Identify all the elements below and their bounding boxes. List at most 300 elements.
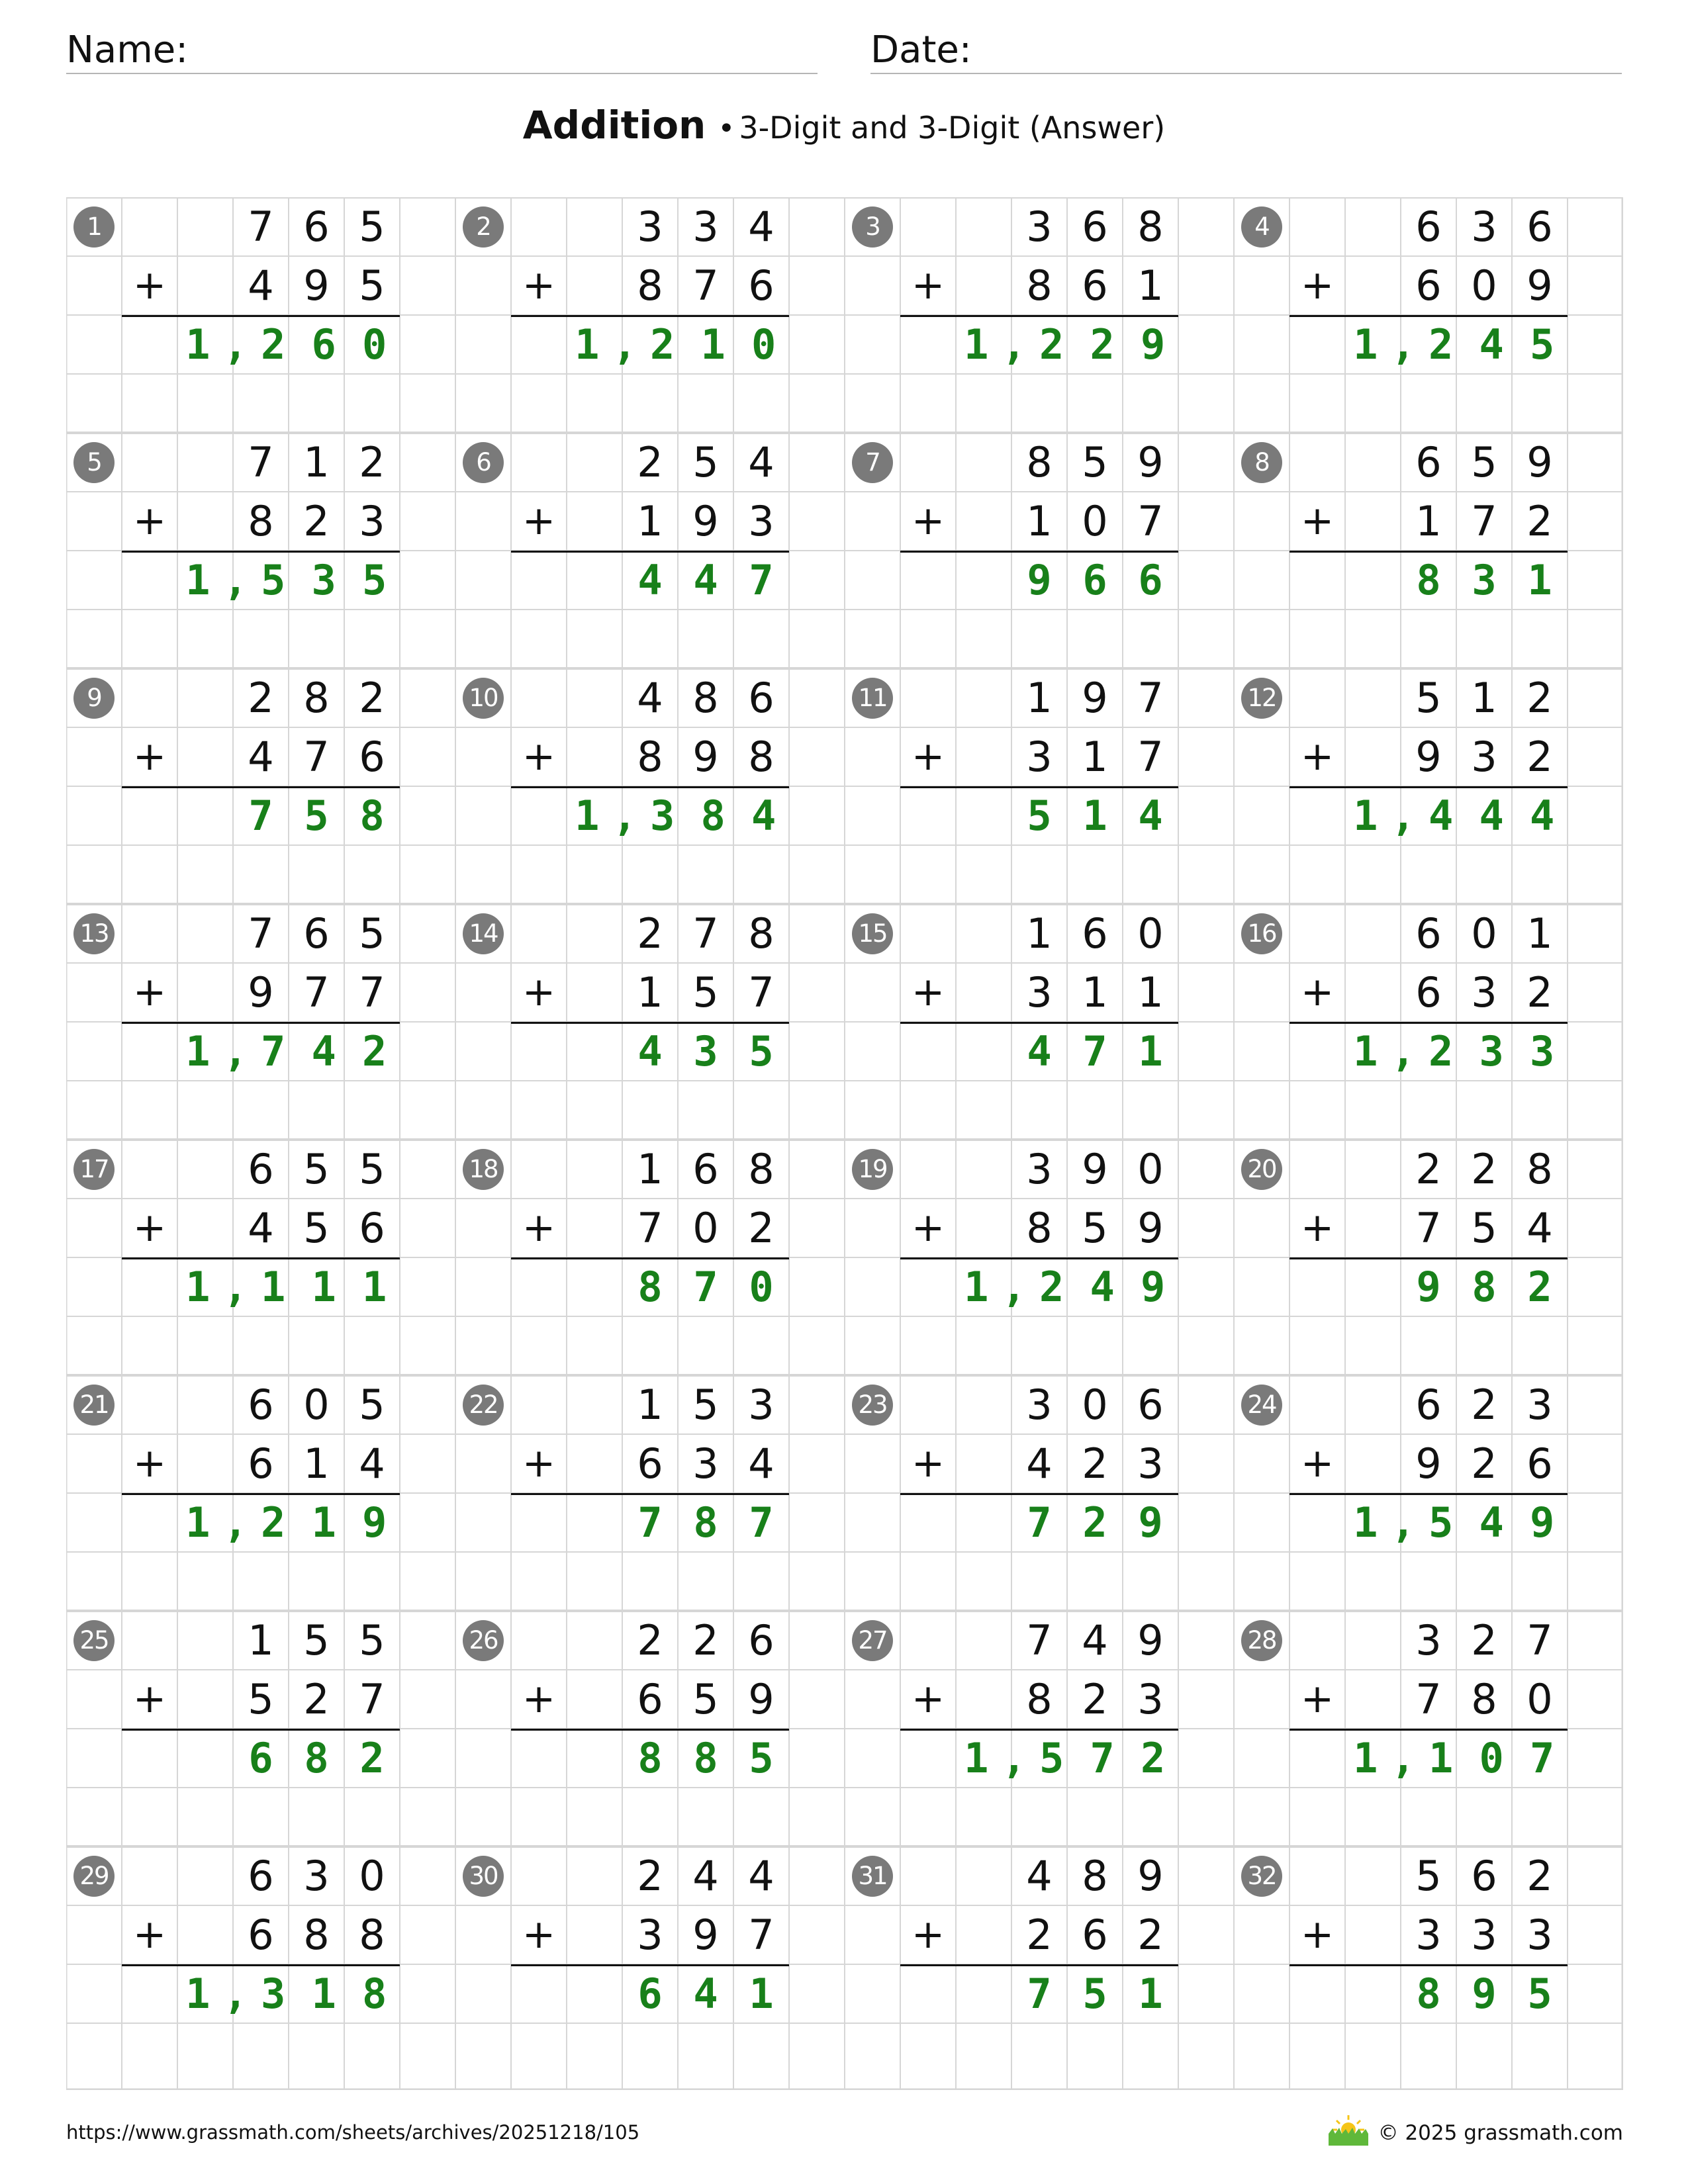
answer-comma: , [612,320,637,369]
addend-bottom-digit: 4 [1026,1439,1053,1488]
addend-bottom-digit: 1 [1137,968,1164,1017]
addend-top-digit: 6 [1415,909,1442,958]
date-label: Date: [870,28,972,71]
answer-digit: 4 [1090,1263,1115,1311]
addend-bottom-digit: 9 [692,497,719,545]
problem [66,433,455,668]
problem-number-badge: 23 [852,1385,893,1426]
answer-digit: 2 [359,1734,385,1782]
answer-digit: 2 [1428,1027,1454,1075]
answer [122,551,400,610]
answer-digit: 6 [1082,556,1107,604]
addend-top-digit: 6 [1082,909,1108,958]
answer-digit: 7 [1027,1970,1052,2018]
answer-digit: 4 [637,1027,663,1075]
answer-empty-slot [567,1729,622,1788]
addend-bottom-digit: 3 [1026,733,1053,781]
answer-digit: 1 [1353,1027,1378,1075]
problem-number-badge: 9 [73,678,115,719]
addend-top-digit: 7 [1526,1616,1553,1664]
answer [511,1729,789,1788]
addend-top-digit: 5 [1415,674,1442,722]
addend-bottom-digit: 6 [248,1439,274,1488]
answer-digit: 6 [248,1734,273,1782]
answer-digit: 1 [185,1027,211,1075]
answer-digit: 1 [1138,1970,1163,2018]
addend-top-digit: 5 [359,203,385,251]
addend-top-digit: 3 [1471,203,1497,251]
addend-top-digit: 9 [1137,1616,1164,1664]
addend-bottom-digit: 2 [1082,1439,1108,1488]
answer-digit: 7 [1090,1734,1115,1782]
addend-bottom-digit: 0 [1082,497,1108,545]
name-field[interactable] [66,20,818,74]
addend-bottom-digit: 7 [1471,497,1497,545]
addend-top-digit: 8 [1137,203,1164,251]
title-subtitle: 3-Digit and 3-Digit (Answer) [739,110,1166,146]
answer-digit: 2 [1141,1734,1166,1782]
addend-bottom-digit: 6 [1526,1439,1553,1488]
answer-digit: 3 [1479,1027,1504,1075]
answer-empty-slot [122,786,177,845]
addend-bottom-digit: 1 [1415,497,1442,545]
answer [900,786,1178,845]
addend-bottom-digit: 3 [1415,1911,1442,1959]
plus-sign: + [132,262,167,308]
addend-top-digit: 0 [1471,909,1497,958]
addend-top-digit: 3 [1026,203,1053,251]
addend-top-digit: 5 [359,1145,385,1193]
problem [66,1375,455,1611]
answer-digit: 7 [260,1027,286,1075]
answer-digit: 7 [637,1498,663,1547]
answer-digit: 4 [1428,792,1454,840]
addend-top-digit: 3 [1026,1381,1053,1429]
addend-bottom-digit: 7 [303,733,330,781]
answer-empty-slot [900,315,951,374]
answer-digit: 3 [693,1027,718,1075]
addend-top-digit: 8 [1526,1145,1553,1193]
addend-top-digit: 9 [1526,438,1553,486]
answer [900,1964,1178,2023]
addend-top-digit: 1 [637,1145,663,1193]
answer-digit: 3 [311,556,336,604]
addend-bottom-digit: 2 [1526,733,1553,781]
addend-bottom-digit: 6 [637,1439,663,1488]
addend-top-digit: 4 [692,1852,719,1900]
answer-empty-slot [511,1964,567,2023]
answer-empty-slot [511,1729,567,1788]
answer-digit: 9 [1141,1263,1166,1311]
addend-bottom-digit: 8 [1026,1204,1053,1252]
addend-top-digit: 2 [1526,674,1553,722]
plus-sign: + [911,1440,945,1486]
plus-sign: + [1300,1205,1335,1251]
addend-bottom-digit: 9 [1415,733,1442,781]
answer [900,1257,1178,1316]
answer [511,1022,789,1081]
addend-bottom-digit: 6 [359,1204,385,1252]
addend-bottom-digit: 3 [692,1439,719,1488]
problem-number-badge: 32 [1241,1856,1282,1897]
addend-bottom-digit: 3 [1526,1911,1553,1959]
addend-bottom-digit: 8 [1471,1675,1497,1723]
addend-top-digit: 2 [1471,1616,1497,1664]
addend-bottom-digit: 1 [303,1439,330,1488]
addend-bottom-digit: 5 [1471,1204,1497,1252]
answer-digit: 6 [1138,556,1163,604]
addend-top-digit: 7 [248,909,274,958]
addend-top-digit: 1 [637,1381,663,1429]
addend-bottom-digit: 0 [1471,261,1497,310]
addend-bottom-digit: 9 [303,261,330,310]
answer-empty-slot [956,1493,1011,1552]
addend-top-digit: 2 [637,909,663,958]
problem [66,1140,455,1375]
plus-sign: + [132,1676,167,1722]
answer-comma: , [1002,1263,1027,1311]
addend-top-digit: 1 [1526,909,1553,958]
addend-bottom-digit: 6 [359,733,385,781]
answer-digit: 9 [1141,320,1166,369]
answer-empty-slot [900,1022,956,1081]
addend-bottom-digit: 2 [1526,968,1553,1017]
addend-top-digit: 0 [359,1852,385,1900]
addend-top-digit: 5 [1415,1852,1442,1900]
problem [1234,1611,1623,1846]
answer-empty-slot [900,1257,951,1316]
problem-number-badge: 25 [73,1620,115,1661]
problem [66,1611,455,1846]
problem-number-badge: 8 [1241,442,1282,483]
answer-digit: 4 [1479,1498,1504,1547]
addend-bottom-digit: 9 [692,1911,719,1959]
answer-comma: , [1002,320,1027,369]
plus-sign: + [522,1911,556,1958]
problem [455,1140,845,1375]
addend-top-digit: 0 [303,1381,330,1429]
answer-empty-slot [1289,315,1340,374]
answer-digit: 1 [964,320,989,369]
answer-empty-slot [900,786,956,845]
answer-digit: 7 [1027,1498,1052,1547]
answer-empty-slot [177,1729,233,1788]
addend-top-digit: 5 [359,909,385,958]
addend-bottom-digit: 0 [1526,1675,1553,1723]
answer-comma: , [223,556,248,604]
answer [900,551,1178,610]
grass-sun-logo-icon [1327,2114,1370,2150]
addend-bottom-digit: 7 [692,261,719,310]
answer [511,1964,789,2023]
addend-top-digit: 5 [1471,438,1497,486]
answer [122,1022,400,1081]
answer-digit: 1 [700,320,726,369]
answer-empty-slot [511,786,562,845]
answer [511,551,789,610]
addend-top-digit: 6 [303,909,330,958]
answer-digit: 1 [260,1263,286,1311]
addend-bottom-digit: 7 [1415,1675,1442,1723]
addend-bottom-digit: 4 [1526,1204,1553,1252]
plus-sign: + [1300,1676,1335,1722]
answer [122,1964,400,2023]
addend-bottom-digit: 5 [692,1675,719,1723]
answer-digit: 7 [248,792,273,840]
addend-top-digit: 6 [248,1381,274,1429]
answer-digit: 8 [1416,1970,1441,2018]
answer-digit: 1 [311,1263,336,1311]
plus-sign: + [1300,498,1335,544]
problem [66,904,455,1140]
answer [511,1493,789,1552]
addend-top-digit: 3 [637,203,663,251]
worksheet-grid [66,197,1623,2090]
answer [1289,1257,1568,1316]
answer-digit: 4 [751,792,776,840]
answer-comma: , [1391,1498,1416,1547]
answer-digit: 4 [693,556,718,604]
addend-bottom-digit: 8 [359,1911,385,1959]
date-field[interactable] [870,20,1622,74]
addend-bottom-digit: 3 [637,1911,663,1959]
addend-bottom-digit: 8 [637,261,663,310]
answer-digit: 8 [1416,556,1441,604]
addend-bottom-digit: 1 [1082,733,1108,781]
addend-top-digit: 8 [748,909,774,958]
answer-digit: 2 [649,320,675,369]
answer-digit: 5 [749,1734,774,1782]
answer-comma: , [223,320,248,369]
addend-bottom-digit: 6 [1082,261,1108,310]
addend-bottom-digit: 8 [637,733,663,781]
addend-bottom-digit: 8 [1026,1675,1053,1723]
problem-number-badge: 14 [463,913,504,954]
answer [1289,1022,1568,1081]
addend-bottom-digit: 3 [1471,1911,1497,1959]
problem [1234,668,1623,904]
addend-bottom-digit: 1 [637,968,663,1017]
answer-digit: 6 [637,1970,663,2018]
problem [1234,1375,1623,1611]
problem-list [66,197,1623,2090]
answer-empty-slot [956,1964,1011,2023]
answer-digit: 9 [1530,1498,1555,1547]
addend-top-digit: 2 [637,1852,663,1900]
addend-top-digit: 0 [1137,909,1164,958]
addend-top-digit: 2 [637,438,663,486]
answer-digit: 3 [1472,556,1497,604]
addend-bottom-digit: 7 [637,1204,663,1252]
plus-sign: + [132,1205,167,1251]
problem [1234,904,1623,1140]
addend-top-digit: 8 [692,674,719,722]
answer-empty-slot [1289,786,1340,845]
answer-digit: 1 [185,320,211,369]
answer-empty-slot [956,1022,1011,1081]
answer-digit: 1 [1428,1734,1454,1782]
answer-digit: 1 [1353,1498,1378,1547]
addend-top-digit: 6 [303,203,330,251]
addend-bottom-digit: 3 [359,497,385,545]
answer-empty-slot [122,1493,173,1552]
addend-bottom-digit: 2 [303,1675,330,1723]
plus-sign: + [1300,1911,1335,1958]
answer-empty-slot [122,1257,173,1316]
plus-sign: + [132,498,167,544]
addend-bottom-digit: 2 [748,1204,774,1252]
answer [122,1493,400,1552]
answer-empty-slot [122,1729,177,1788]
answer [900,1493,1178,1552]
addend-top-digit: 6 [1415,1381,1442,1429]
problem [845,904,1234,1140]
answer-digit: 8 [693,1498,718,1547]
addend-bottom-digit: 7 [1137,733,1164,781]
addend-top-digit: 7 [1026,1616,1053,1664]
plus-sign: + [1300,733,1335,780]
addend-top-digit: 6 [748,674,774,722]
addend-top-digit: 7 [1137,674,1164,722]
addend-bottom-digit: 5 [692,968,719,1017]
problem [66,197,455,433]
answer-digit: 9 [1416,1263,1441,1311]
addend-top-digit: 5 [303,1145,330,1193]
addend-top-digit: 6 [692,1145,719,1193]
footer-url: https://www.grassmath.com/sheets/archives/20251218/105 [66,2121,640,2144]
answer-digit: 4 [311,1027,336,1075]
addend-bottom-digit: 2 [1471,1439,1497,1488]
answer [900,315,1178,374]
answer-empty-slot [122,1964,173,2023]
problem-number-badge: 20 [1241,1149,1282,1190]
answer-empty-slot [1289,1964,1345,2023]
addend-top-digit: 5 [692,1381,719,1429]
answer-empty-slot [122,315,173,374]
answer-digit: 9 [362,1498,387,1547]
problem [455,1611,845,1846]
addend-top-digit: 9 [1082,674,1108,722]
answer [122,1729,400,1788]
addend-top-digit: 1 [1026,909,1053,958]
header [66,20,1622,73]
plus-sign: + [911,969,945,1015]
addend-top-digit: 3 [1415,1616,1442,1664]
problem-number-badge: 16 [1241,913,1282,954]
problem [845,1140,1234,1375]
problem-number-badge: 3 [852,206,893,248]
problem-number-badge: 15 [852,913,893,954]
addend-bottom-digit: 1 [1137,261,1164,310]
addend-top-digit: 4 [1026,1852,1053,1900]
plus-sign: + [911,262,945,308]
answer [1289,1964,1568,2023]
answer-digit: 2 [1039,320,1064,369]
problem [1234,1846,1623,2082]
addend-top-digit: 7 [248,203,274,251]
answer-empty-slot [900,1729,951,1788]
addend-top-digit: 7 [248,438,274,486]
addend-bottom-digit: 3 [1137,1439,1164,1488]
answer-empty-slot [1289,1729,1340,1788]
answer [1289,786,1568,845]
answer-digit: 1 [185,556,211,604]
answer-empty-slot [956,551,1011,610]
answer-digit: 7 [749,556,774,604]
answer-empty-slot [1345,551,1401,610]
answer-empty-slot [511,1257,567,1316]
name-label: Name: [66,28,189,71]
answer-digit: 3 [260,1970,286,2018]
addend-bottom-digit: 3 [1471,733,1497,781]
addend-top-digit: 6 [248,1145,274,1193]
addend-bottom-digit: 7 [1415,1204,1442,1252]
title-separator: • [718,112,735,146]
answer-digit: 2 [1527,1263,1552,1311]
answer [511,786,789,845]
addend-top-digit: 3 [303,1852,330,1900]
answer-digit: 2 [362,1027,387,1075]
addend-bottom-digit: 5 [359,261,385,310]
addend-bottom-digit: 6 [637,1675,663,1723]
problem-number-badge: 28 [1241,1620,1282,1661]
plus-sign: + [522,498,556,544]
answer-digit: 1 [964,1734,989,1782]
answer-digit: 1 [1082,792,1107,840]
problem-number-badge: 7 [852,442,893,483]
addend-top-digit: 1 [248,1616,274,1664]
answer-empty-slot [1289,1257,1345,1316]
problem [455,668,845,904]
addend-top-digit: 5 [1082,438,1108,486]
addend-top-digit: 5 [359,1616,385,1664]
addend-bottom-digit: 6 [748,261,774,310]
answer-digit: 1 [1353,792,1378,840]
plus-sign: + [911,1205,945,1251]
plus-sign: + [911,1911,945,1958]
addend-top-digit: 2 [1471,1381,1497,1429]
addend-top-digit: 0 [1082,1381,1108,1429]
answer-empty-slot [1289,1022,1340,1081]
addend-bottom-digit: 5 [248,1675,274,1723]
addend-bottom-digit: 2 [1137,1911,1164,1959]
plus-sign: + [1300,262,1335,308]
answer-empty-slot [122,551,173,610]
addend-top-digit: 2 [692,1616,719,1664]
answer-digit: 2 [1090,320,1115,369]
addend-top-digit: 1 [1026,674,1053,722]
answer [1289,551,1568,610]
addend-bottom-digit: 4 [359,1439,385,1488]
problem [455,197,845,433]
answer-digit: 2 [1428,320,1454,369]
problem-number-badge: 10 [463,678,504,719]
addend-bottom-digit: 8 [248,497,274,545]
answer-empty-slot [511,1493,567,1552]
addend-top-digit: 6 [1471,1852,1497,1900]
answer-empty-slot [1289,1493,1340,1552]
addend-bottom-digit: 9 [1526,261,1553,310]
title-main: Addition [522,103,706,148]
addend-bottom-digit: 1 [637,497,663,545]
problem [845,197,1234,433]
plus-sign: + [132,1911,167,1958]
footer-copyright: © 2025 grassmath.com [1378,2121,1623,2145]
answer-digit: 3 [649,792,675,840]
addend-bottom-digit: 3 [1471,968,1497,1017]
addend-bottom-digit: 2 [1082,1675,1108,1723]
addend-top-digit: 3 [1026,1145,1053,1193]
